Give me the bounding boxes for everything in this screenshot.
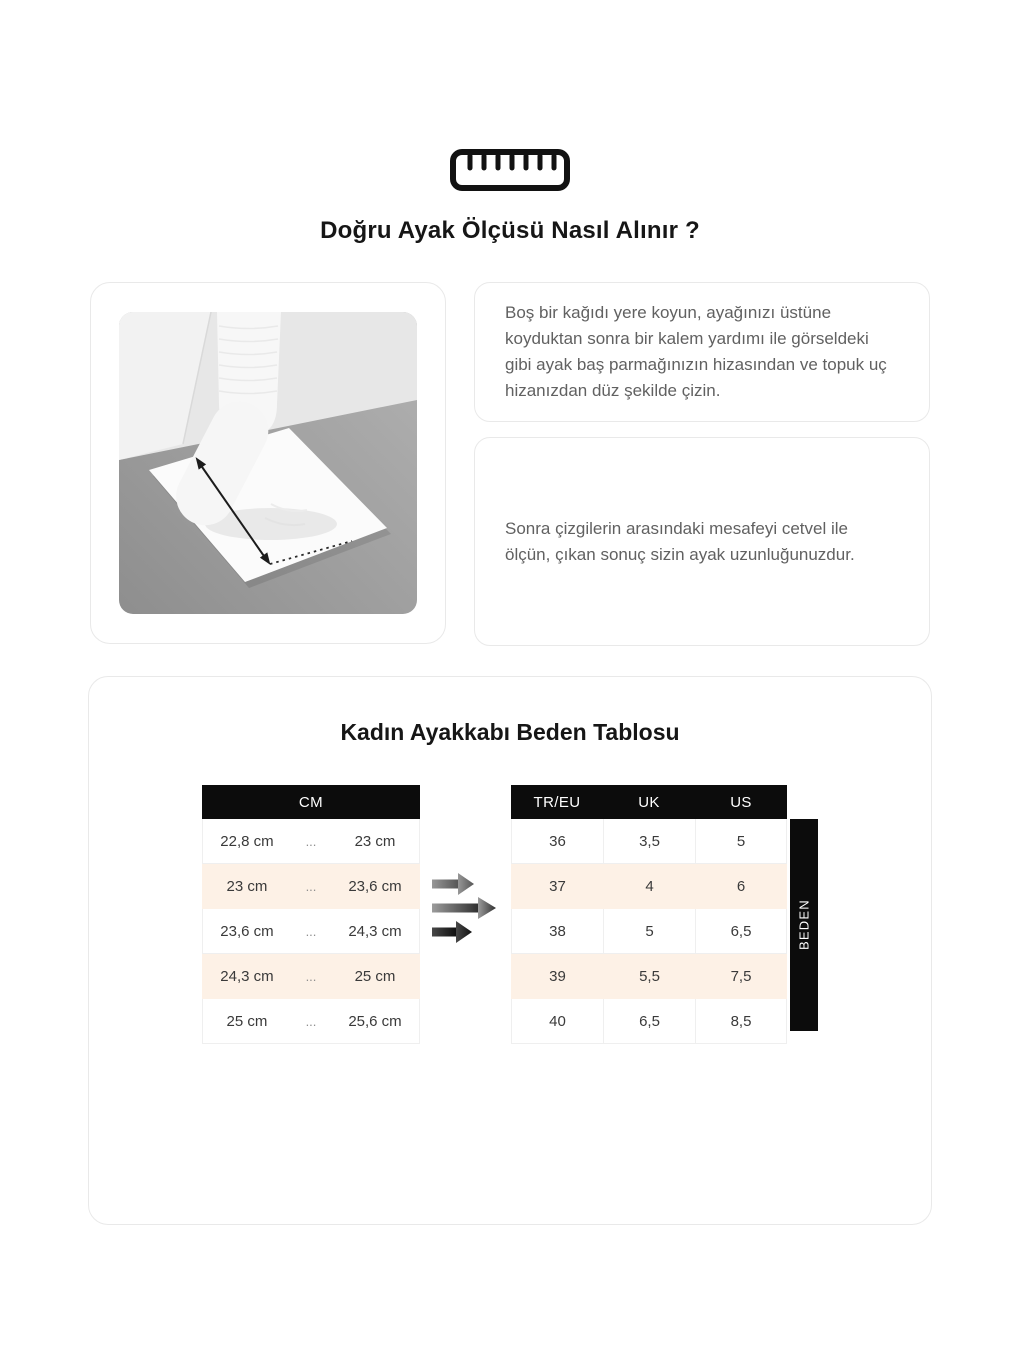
cm-table-row bbox=[202, 999, 420, 1044]
how-to-section bbox=[90, 282, 930, 646]
range-separator: ... bbox=[291, 909, 331, 954]
transfer-arrows-icon bbox=[432, 870, 498, 946]
size-value-cell: 36 bbox=[511, 819, 603, 864]
cm-value-cell: 25 cm bbox=[202, 999, 291, 1044]
size-value-cell: 40 bbox=[511, 999, 603, 1044]
cm-value-cell: 24,3 cm bbox=[331, 909, 420, 954]
cm-value-cell: 23 cm bbox=[331, 819, 420, 864]
size-value-cell: 8,5 bbox=[695, 999, 787, 1044]
size-value-cell: 4 bbox=[603, 864, 695, 909]
size-value-cell: 5 bbox=[695, 819, 787, 864]
cm-table-header-row bbox=[202, 785, 420, 819]
cm-value-cell: 23,6 cm bbox=[202, 909, 291, 954]
size-column-header: US bbox=[695, 785, 787, 819]
size-table-title: Kadın Ayakkabı Beden Tablosu bbox=[340, 719, 680, 745]
size-value-cell: 38 bbox=[511, 909, 603, 954]
range-separator: ... bbox=[291, 864, 331, 909]
cm-value-cell: 23,6 cm bbox=[331, 864, 420, 909]
instruction-step-1 bbox=[474, 282, 930, 422]
size-column-header: UK bbox=[603, 785, 695, 819]
instruction-steps bbox=[474, 282, 930, 646]
range-separator: ... bbox=[291, 999, 331, 1044]
size-table-body bbox=[511, 819, 787, 1044]
cm-table-body bbox=[202, 819, 420, 1044]
size-value-cell: 39 bbox=[511, 954, 603, 999]
instruction-step-2-text: Sonra çizgilerin arasındaki mesafeyi cetvel ile ölçün, çıkan sonuç sizin ayak uzunluğunuzdur. bbox=[505, 518, 855, 564]
range-separator: ... bbox=[291, 819, 331, 864]
cm-table-row bbox=[202, 819, 420, 864]
size-value-cell: 3,5 bbox=[603, 819, 695, 864]
size-table-row bbox=[511, 819, 787, 864]
size-value-cell: 5,5 bbox=[603, 954, 695, 999]
cm-value-cell: 24,3 cm bbox=[202, 954, 291, 999]
cm-value-cell: 22,8 cm bbox=[202, 819, 291, 864]
instruction-step-2 bbox=[474, 437, 930, 646]
ruler-icon bbox=[0, 0, 1020, 193]
cm-table-header: CM bbox=[202, 785, 420, 819]
size-value-cell: 6,5 bbox=[603, 999, 695, 1044]
cm-table-row bbox=[202, 954, 420, 999]
size-table-row bbox=[511, 909, 787, 954]
beden-vertical-label: BEDEN bbox=[790, 819, 818, 1031]
instruction-step-1-text: Boş bir kağıdı yere koyun, ayağınızı üstüne koyduktan sonra bir kalem yardımı ile görseldeki gibi ayak baş parmağınızın hizasından ve topuk uç hizanızdan düz şekilde çizin. bbox=[505, 303, 887, 400]
size-value-cell: 37 bbox=[511, 864, 603, 909]
cm-table bbox=[202, 785, 420, 1044]
size-table-card bbox=[88, 676, 932, 1225]
size-table-header-row bbox=[511, 785, 787, 819]
size-table-row bbox=[511, 954, 787, 999]
size-value-cell: 6 bbox=[695, 864, 787, 909]
foot-measurement-photo bbox=[119, 312, 417, 614]
range-separator: ... bbox=[291, 954, 331, 999]
cm-value-cell: 25 cm bbox=[331, 954, 420, 999]
size-value-cell: 7,5 bbox=[695, 954, 787, 999]
cm-table-row bbox=[202, 864, 420, 909]
size-column-header: TR/EU bbox=[511, 785, 603, 819]
size-value-cell: 6,5 bbox=[695, 909, 787, 954]
international-size-table bbox=[511, 785, 787, 1044]
cm-value-cell: 23 cm bbox=[202, 864, 291, 909]
cm-value-cell: 25,6 cm bbox=[331, 999, 420, 1044]
size-table-row bbox=[511, 864, 787, 909]
size-table-row bbox=[511, 999, 787, 1044]
size-value-cell: 5 bbox=[603, 909, 695, 954]
foot-measurement-photo-card bbox=[90, 282, 446, 644]
size-tables-row bbox=[89, 785, 931, 1044]
international-size-table-wrap bbox=[511, 785, 818, 1044]
page-title: Doğru Ayak Ölçüsü Nasıl Alınır ? bbox=[320, 217, 700, 244]
cm-table-row bbox=[202, 909, 420, 954]
